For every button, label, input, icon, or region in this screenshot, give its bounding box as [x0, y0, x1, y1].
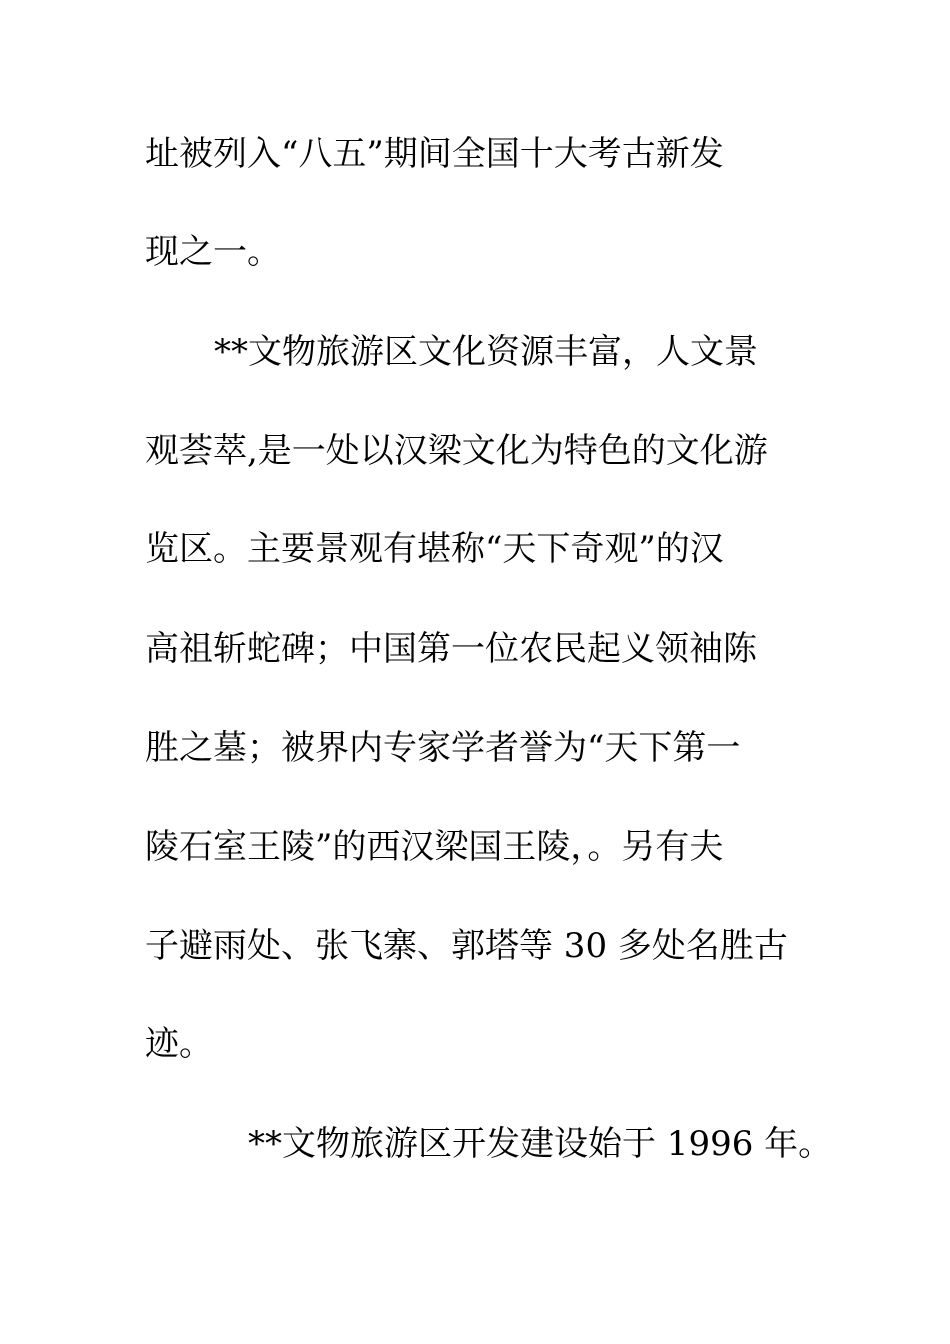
paragraph-2-line-6: 陵石室王陵”的西汉梁国王陵，。另有夫	[145, 827, 724, 867]
paragraph-2-line-5: 胜之墓；被界内专家学者誉为“天下第一	[145, 728, 741, 768]
paragraph-2-line-4: 高祖斩蛇碑；中国第一位农民起义领袖陈	[145, 629, 757, 669]
paragraph-2-line-7: 子避雨处、张飞寨、郭塔等 30 多处名胜古	[145, 926, 788, 966]
paragraph-2-line-2: 观荟萃,是一处以汉梁文化为特色的文化游	[145, 431, 768, 471]
paragraph-2-line-1: **文物旅游区文化资源丰富，人文景	[214, 332, 758, 372]
paragraph-3-line-1: **文物旅游区开发建设始于 1996 年。	[248, 1124, 833, 1164]
paragraph-2-line-3: 览区。主要景观有堪称“天下奇观”的汉	[145, 529, 724, 569]
paragraph-2-line-8: 迹。	[145, 1024, 213, 1064]
text-line-1: 址被列入“八五”期间全国十大考古新发	[145, 134, 724, 174]
text-line-2: 现之一。	[145, 232, 281, 272]
